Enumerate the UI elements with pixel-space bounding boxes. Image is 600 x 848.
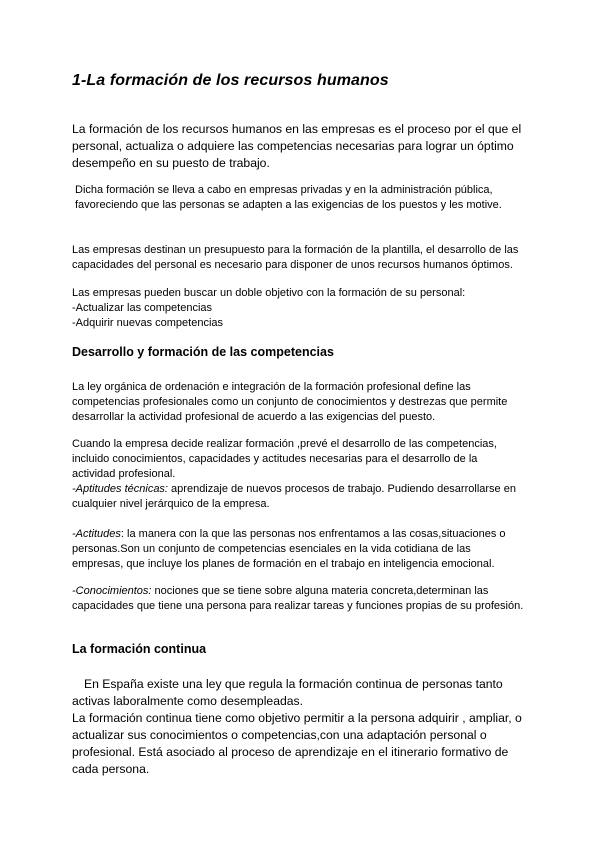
text-line: actividad profesional. <box>72 468 176 480</box>
text-line <box>72 676 532 693</box>
aptitudes-line <box>72 482 532 497</box>
section-heading-continua: La formación continua <box>72 642 207 656</box>
ley-paragraph <box>72 380 532 425</box>
empresas-paragraph <box>72 243 532 273</box>
continua-paragraph <box>72 676 532 778</box>
text-line: La formación continua tiene como objetivo permitir a la persona adquirir , ampliar, o <box>72 711 522 725</box>
text-line: cada persona. <box>72 762 150 776</box>
conocimientos-text: nociones que se tiene sobre alguna materia concreta,determinan las <box>151 585 489 597</box>
text-line: personas.Son un conjunto de competencias esenciales en la vida cotidiana de las <box>72 543 471 555</box>
text-line: Las empresas pueden buscar un doble objetivo con la formación de su personal: <box>72 287 466 299</box>
aptitudes-text: aprendizaje de nuevos procesos de trabajo. Pudiendo desarrollarse en <box>168 483 516 495</box>
conocimientos-paragraph <box>72 584 532 614</box>
actitudes-text: : la manera con la que las personas nos enfrentamos a las cosas,situaciones o <box>120 528 506 540</box>
conocimientos-line <box>72 584 532 599</box>
text-line: capacidades que tiene una persona para realizar tareas y funciones propias de su profesión. <box>72 600 524 612</box>
text-line: favoreciendo que las personas se adapten a las exigencias de los puestos y les motive. <box>75 199 502 211</box>
text-line: personal, actualiza o adquiere las competencias necesarias para lograr un óptimo <box>72 139 514 153</box>
text-line: Dicha formación se lleva a cabo en empresas privadas y en la administración pública, <box>75 184 493 196</box>
text-line: incluido conocimientos, capacidades y actitudes necesarias para el desarrollo de la <box>72 453 478 465</box>
text-line: La ley orgánica de ordenación e integración de la formación profesional define las <box>72 381 471 393</box>
conocimientos-label: -Conocimientos: <box>72 585 152 597</box>
text-line: actualizar sus conocimientos o competencias,con una adaptación personal o <box>72 728 487 742</box>
intro-paragraph <box>72 121 532 172</box>
aptitudes-label: -Aptitudes técnicas: <box>72 483 168 495</box>
text-line: profesional. Está asociado al proceso de aprendizaje en el itinerario formativo de <box>72 745 509 759</box>
text-line: desarrollar la actividad profesional de acuerdo a las exigencias del puesto. <box>72 411 436 423</box>
page-title: 1-La formación de los recursos humanos <box>72 72 389 89</box>
continua-first-text: En España existe una ley que regula la formación continua de personas tanto <box>84 677 503 691</box>
text-line: La formación de los recursos humanos en las empresas es el proceso por el que el <box>72 122 522 136</box>
text-line: desempeño en su puesto de trabajo. <box>72 156 270 170</box>
text-line: Las empresas destinan un presupuesto para la formación de la plantilla, el desarrollo de las <box>72 244 519 256</box>
list-item: -Actualizar las competencias <box>72 302 213 314</box>
objetivo-paragraph <box>72 286 532 331</box>
text-line: cualquier nivel jerárquico de la empresa. <box>72 498 270 510</box>
list-item: -Adquirir nuevas competencias <box>72 317 224 329</box>
text-line: competencias profesionales como un conjunto de conocimientos y destrezas que permite <box>72 396 508 408</box>
actitudes-line <box>72 527 532 542</box>
cuando-paragraph <box>72 437 532 512</box>
text-line: activas laboralmente como desempleadas. <box>72 694 304 708</box>
text-line: Cuando la empresa decide realizar formación ,prevé el desarrollo de las competencias, <box>72 438 497 450</box>
section-heading-competencias: Desarrollo y formación de las competencias <box>72 345 334 359</box>
text-line: capacidades del personal es necesario para disponer de unos recursos humanos óptimos. <box>72 259 513 271</box>
text-line: empresas, que incluye los planes de formación en el trabajo en inteligencia emocional. <box>72 558 495 570</box>
actitudes-paragraph <box>72 527 532 572</box>
dicha-paragraph <box>75 183 535 213</box>
actitudes-label: -Actitudes <box>72 528 121 540</box>
